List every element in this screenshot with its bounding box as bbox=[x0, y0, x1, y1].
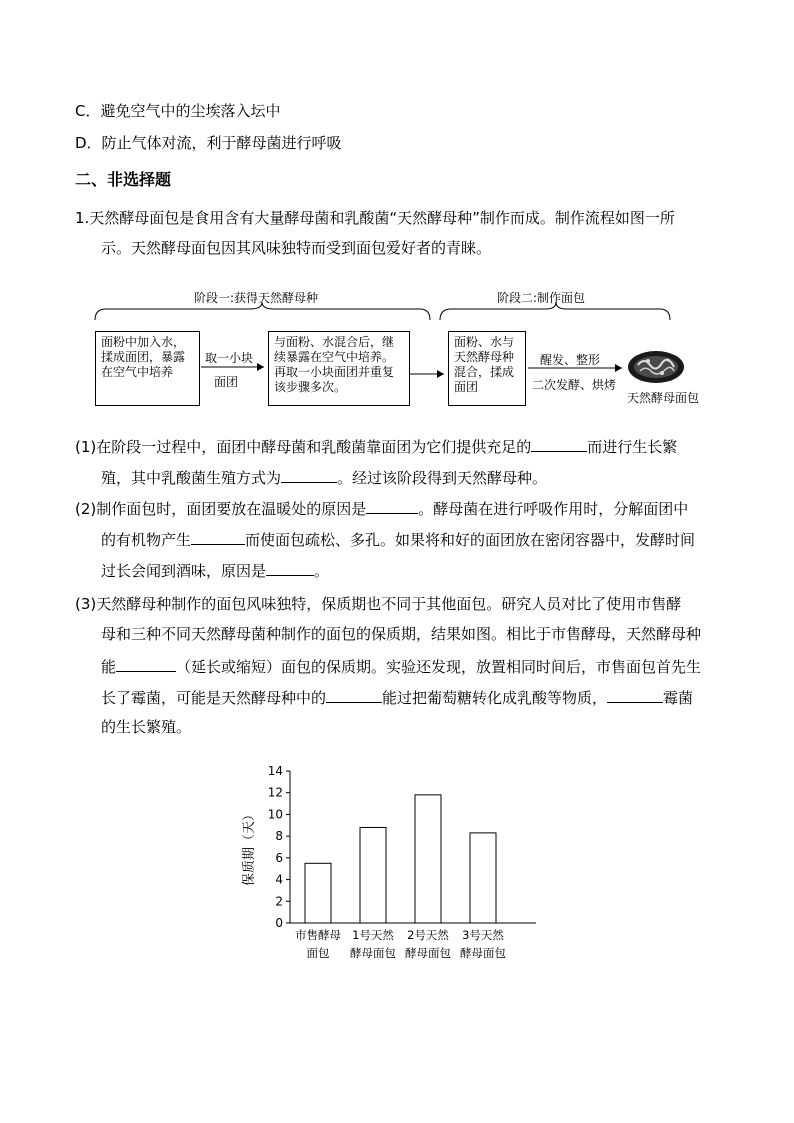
part2-line1 bbox=[75, 497, 688, 519]
part1-text-b: 而进行生长繁 bbox=[587, 438, 678, 456]
bar bbox=[360, 827, 386, 923]
part3-line5: 的生长繁殖。 bbox=[101, 718, 192, 736]
part1-text-c: 殖，其中乳酸菌生殖方式为 bbox=[101, 469, 282, 487]
arrow3-label-top: 醒发、整形 bbox=[540, 353, 601, 367]
part3-blank-2[interactable] bbox=[326, 686, 382, 703]
x-tick-label: 2号天然 bbox=[407, 928, 449, 942]
part1-text-a: (1)在阶段一过程中，面团中酵母菌和乳酸菌靠面团为它们提供充足的 bbox=[75, 438, 532, 456]
question-intro-line1: 1.天然酵母面包是食用含有大量酵母菌和乳酸菌“天然酵母种”制作而成。制作流程如图一所 bbox=[75, 209, 675, 227]
step2-box: 与面粉、水混合后，继续暴露在空气中培养。再取一小块面团并重复该步骤多次。 bbox=[268, 331, 410, 406]
part2-text-e: 过长会闻到酒味，原因是 bbox=[101, 562, 267, 580]
y-tick-label: 6 bbox=[275, 850, 283, 865]
y-tick-label: 10 bbox=[267, 807, 283, 822]
part2-blank-3[interactable] bbox=[266, 559, 314, 576]
part1-line1 bbox=[75, 435, 677, 457]
stage2-label: 阶段二:制作面包 bbox=[497, 291, 586, 305]
step1-box: 面粉中加入水， 揉成面团，暴露在空气中培养 bbox=[95, 331, 200, 406]
part2-text-a: (2)制作面包时，面团要放在温暖处的原因是 bbox=[75, 500, 367, 518]
y-tick-label: 12 bbox=[267, 785, 283, 800]
shelf-life-chart bbox=[230, 758, 550, 968]
arrow1-label-top: 取一小块 bbox=[205, 351, 254, 365]
part3-line3 bbox=[101, 655, 701, 677]
x-tick-label: 面包 bbox=[306, 946, 330, 960]
part3-line1: (3)天然酵母种制作的面包风味独特，保质期也不同于其他面包。研究人员对比了使用市售酵 bbox=[75, 595, 682, 613]
part3-text-c: 能 bbox=[101, 658, 117, 676]
section-heading: 二、非选择题 bbox=[75, 170, 172, 189]
part3-line2: 母和三种不同天然酵母菌种制作的面包的保质期，结果如图。相比于市售酵母，天然酵母种 bbox=[101, 625, 702, 643]
option-d: D．防止气体对流，利于酵母菌进行呼吸 bbox=[75, 134, 342, 152]
part3-text-f: 能过把葡萄糖转化成乳酸等物质， bbox=[382, 689, 608, 707]
part2-text-d: 而使面包疏松、多孔。如果将和好的面团放在密闭容器中，发酵时间 bbox=[245, 531, 696, 549]
x-tick-label: 市售酵母 bbox=[295, 928, 341, 942]
part2-line2 bbox=[101, 528, 695, 550]
option-c: C．避免空气中的尘埃落入坛中 bbox=[75, 102, 281, 120]
part2-blank-1[interactable] bbox=[366, 497, 418, 514]
question-intro-line2: 示。天然酵母面包因其风味独特而受到面包爱好者的青睐。 bbox=[101, 239, 492, 257]
x-tick-label: 1号天然 bbox=[352, 928, 394, 942]
arrow3-label-bottom: 二次发酵、烘烤 bbox=[532, 378, 617, 392]
part1-blank-1[interactable] bbox=[531, 435, 587, 452]
part3-text-g: 霉菌 bbox=[663, 689, 694, 707]
part3-line4 bbox=[101, 686, 693, 708]
y-tick-label: 8 bbox=[275, 829, 283, 844]
part3-blank-3[interactable] bbox=[607, 686, 663, 703]
bread-label: 天然酵母面包 bbox=[627, 391, 700, 405]
part2-line3 bbox=[101, 559, 329, 581]
part3-text-e: 长了霉菌，可能是天然酵母种中的 bbox=[101, 689, 327, 707]
y-tick-label: 0 bbox=[275, 916, 283, 930]
part1-text-d: 。经过该阶段得到天然酵母种。 bbox=[337, 469, 548, 487]
arrow1-label-bottom: 面团 bbox=[214, 375, 239, 389]
part2-text-f: 。 bbox=[314, 562, 330, 580]
bar bbox=[415, 795, 441, 923]
part3-blank-1[interactable] bbox=[116, 655, 176, 672]
step3-box: 面粉、水与天然酵母种混合，揉成面团 bbox=[448, 331, 526, 406]
bread-icon bbox=[626, 347, 686, 387]
x-tick-label: 酵母面包 bbox=[460, 946, 506, 960]
y-axis-label: 保质期（天） bbox=[242, 807, 257, 887]
part1-blank-2[interactable] bbox=[281, 466, 337, 483]
y-tick-label: 14 bbox=[267, 764, 283, 778]
x-tick-label: 酵母面包 bbox=[350, 946, 396, 960]
stage1-label: 阶段一:获得天然酵母种 bbox=[194, 291, 319, 305]
part3-text-d: （延长或缩短）面包的保质期。实验还发现，放置相同时间后，市售面包首先生 bbox=[176, 658, 702, 676]
x-tick-label: 酵母面包 bbox=[405, 946, 451, 960]
y-tick-label: 4 bbox=[275, 872, 283, 887]
part2-blank-2[interactable] bbox=[191, 528, 245, 545]
part2-text-c: 的有机物产生 bbox=[101, 531, 192, 549]
x-tick-label: 3号天然 bbox=[462, 928, 504, 942]
chart-svg bbox=[230, 758, 550, 968]
y-tick-label: 2 bbox=[275, 894, 283, 909]
bar bbox=[470, 833, 496, 923]
part2-text-b: 。酵母菌在进行呼吸作用时，分解面团中 bbox=[418, 500, 689, 518]
part1-line2 bbox=[101, 466, 547, 488]
bar bbox=[305, 863, 331, 923]
